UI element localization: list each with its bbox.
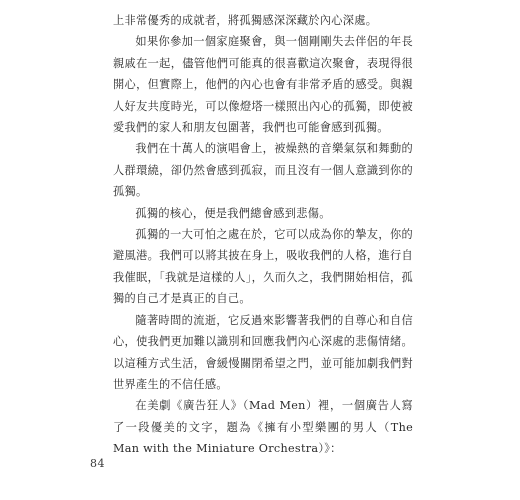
paragraph-self-esteem: 隨著時間的流逝，它反過來影響著我們的自尊心和自信心，使我們更加難以識別和回應我們內心深處的悲傷情緒。以這種方式生活，會緩慢關閉希望之門，並可能加劇我們對世界產生的不信任感。 <box>113 313 413 391</box>
page-number: 84 <box>90 457 105 470</box>
paragraph-continuation: 上非常優秀的成就者，將孤獨感深深藏於內心深處。 <box>113 14 378 27</box>
paragraph-core-of-loneliness: 孤獨的核心，便是我們總會感到悲傷。 <box>135 206 331 220</box>
paragraph-mad-men: 在美劇《廣告狂人》（Mad Men）裡，一個廣告人寫了一段優美的文字，題為《擁有小型樂團的男人（The Man with the Miniature Orchestra）》： <box>113 399 413 456</box>
paragraph-concert: 我們在十萬人的演唱會上，被燥熱的音樂氣氛和舞動的人群環繞，卻仍然會感到孤寂，而且沒有一個人意識到你的孤獨。 <box>113 142 413 199</box>
paragraph-family-gathering: 如果你參加一個家庭聚會，與一個剛剛失去伴侶的年長親戚在一起，儘管他們可能真的很喜歡這次聚會，表現得很開心，但實際上，他們的內心也會有非常矛盾的感受。與親人好友共度時光，可以像燈塔一樣照出內心的孤獨，即使被愛我們的家人和朋友包圍著，我們也可能會感到孤獨。 <box>113 35 413 135</box>
paragraph-refuge: 孤獨的一大可怕之處在於，它可以成為你的摯友，你的避風港。我們可以將其披在身上，吸收我們的人格，進行自我催眠，「我就是這樣的人」，久而久之，我們開始相信，孤獨的自己才是真正的自己。 <box>113 228 413 306</box>
body-text <box>113 10 413 460</box>
